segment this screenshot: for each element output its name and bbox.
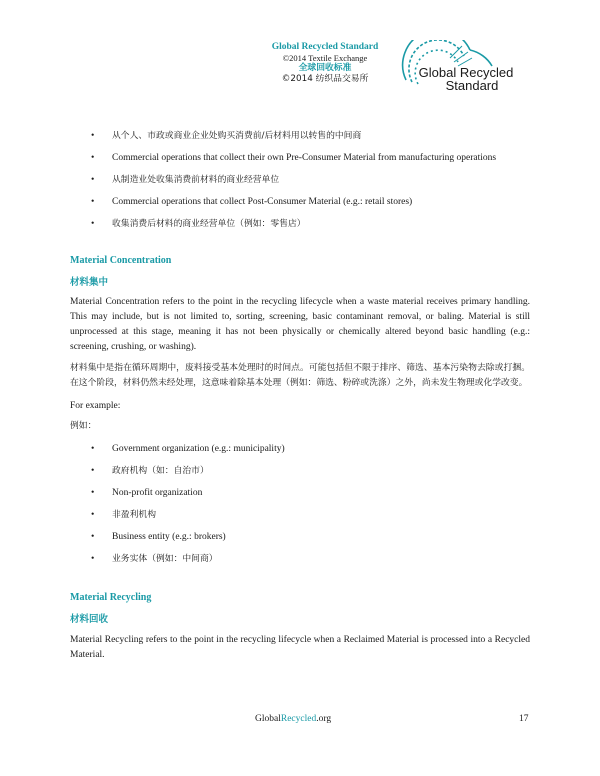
- header-copyright: ©2014 Textile Exchange: [282, 52, 368, 63]
- section-heading-material-recycling: Material Recycling: [70, 592, 152, 603]
- example-bullet-list: [70, 443, 530, 566]
- section-heading-material-concentration: Material Concentration: [70, 255, 172, 266]
- page-number: 17: [519, 714, 529, 724]
- list-item: • 政府机构（如：自治市）: [91, 466, 209, 476]
- header-title-cn: 全球回收标准: [298, 63, 352, 73]
- list-item: • 非盈利机构: [91, 510, 156, 520]
- material-concentration-paragraph: Material Concentration refers to the point in the recycling lifecycle when a waste material receives primary handling. This may include, but is not limited to, sorting, screening, basic contaminant removal, or baling. Material is still unprocessed at this stage, meaning it has not been physically or chemically altered beyond basic handling (e.g.: screening, crushing, or washing).: [70, 297, 530, 352]
- footer-website: GlobalRecycled.org: [255, 714, 332, 724]
- list-item: • 业务实体（例如：中间商）: [91, 554, 218, 564]
- list-item: • Commercial operations that collect their own Pre-Consumer Material from manufacturing operations: [91, 153, 497, 163]
- logo-text-line1: Global Recycled: [418, 65, 514, 80]
- material-recycling-paragraph: Material Recycling refers to the point in the recycling lifecycle when a Reclaimed Material is processed into a Recycled Material.: [70, 635, 530, 660]
- list-item: • Non-profit organization: [91, 488, 203, 498]
- for-example-label-cn: 例如：: [70, 421, 97, 431]
- list-item: • 从制造业处收集消费前材料的商业经营单位: [91, 175, 280, 185]
- section-heading-material-concentration-cn: 材料集中: [70, 277, 109, 288]
- header-copyright-cn: ©2014 纺织品交易所: [281, 73, 369, 84]
- for-example-label: For example:: [70, 401, 121, 411]
- logo-text-line2: Standard: [445, 78, 499, 93]
- section-heading-material-recycling-cn: 材料回收: [70, 614, 109, 625]
- list-item: • 从个人、市政或商业企业处购买消费前/后材料用以转售的中间商: [91, 131, 362, 141]
- header-title: Global Recycled Standard: [271, 42, 379, 52]
- list-item: • Commercial operations that collect Post-Consumer Material (e.g.: retail stores): [91, 197, 413, 207]
- top-bullet-list: [70, 130, 530, 231]
- list-item: • 收集消费后材料的商业经营单位（例如：零售店）: [91, 219, 306, 229]
- global-recycled-logo: [392, 40, 532, 102]
- list-item: • Government organization (e.g.: municipality): [91, 444, 285, 454]
- main-content: [70, 130, 530, 663]
- list-item: • Business entity (e.g.: brokers): [91, 532, 226, 542]
- material-concentration-paragraph-cn: 材料集中是指在循环周期中，废料接受基本处理时的时间点。可能包括但不限于排序、筛选、基本污染物去除或打捆。在这个阶段，材料仍然未经处理，这意味着除基本处理（例如：筛选、粉碎或洗涤）之外，尚未发生物理或化学改变。: [70, 363, 530, 388]
